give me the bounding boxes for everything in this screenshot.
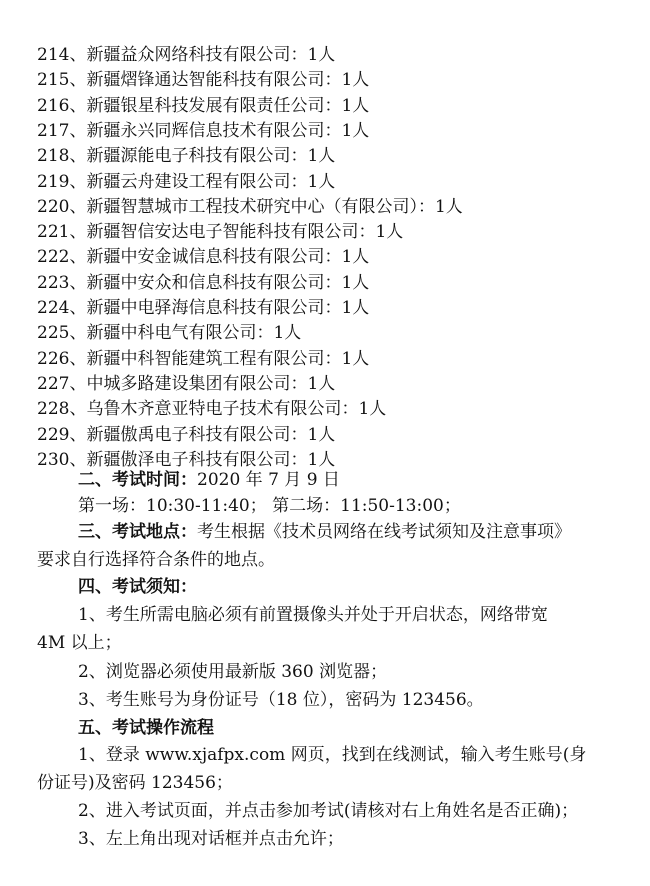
company-list-item: 223、新疆中安众和信息科技有限公司：1人	[37, 272, 370, 293]
exam-sessions: 第一场：10:30-11:40； 第二场：11:50-13:00；	[78, 496, 461, 516]
company-list-item: 224、新疆中电驿海信息科技有限公司：1人	[37, 298, 370, 318]
company-list-item: 228、乌鲁木齐意亚特电子技术有限公司：1人	[37, 399, 387, 420]
process-step-1: 1、登录 www.xjafpx.com 网页，找到在线测试，输入考生账号(身	[78, 745, 587, 765]
company-list-item: 215、新疆熠锋通达智能科技有限公司：1人	[37, 70, 370, 91]
exam-location-line2: 要求自行选择符合条件的地点。	[37, 550, 275, 570]
company-list-item: 229、新疆傲禹电子科技有限公司：1人	[37, 424, 336, 445]
process-step-2: 2、进入考试页面，并点击参加考试(请核对右上角姓名是否正确)；	[78, 801, 579, 821]
exam-process-heading: 五、考试操作流程	[78, 718, 214, 738]
process-step-3: 3、左上角出现对话框并点击允许；	[78, 829, 344, 849]
company-list-item: 227、中城多路建设集团有限公司：1人	[37, 373, 336, 394]
exam-time-heading	[78, 469, 340, 491]
company-list-item: 222、新疆中安金诚信息科技有限公司：1人	[37, 247, 370, 268]
company-list-item: 221、新疆智信安达电子智能科技有限公司：1人	[37, 222, 404, 243]
company-list-item: 218、新疆源能电子科技有限公司：1人	[37, 146, 336, 167]
exam-location-text: 考生根据《技术员网络在线考试须知及注意事项》	[197, 522, 571, 542]
exam-date: 2020 年 7 月 9 日	[197, 470, 340, 490]
exam-location-line1	[78, 521, 571, 543]
process-step-1-cont: 份证号)及密码 123456；	[37, 773, 233, 793]
company-list-item: 216、新疆银星科技发展有限责任公司：1人	[37, 95, 370, 116]
exam-location-heading: 三、考试地点：	[78, 522, 197, 542]
company-list-item: 217、新疆永兴同辉信息技术有限公司：1人	[37, 120, 370, 141]
company-list-item: 230、新疆傲泽电子科技有限公司：1人	[37, 449, 336, 470]
company-list-item: 219、新疆云舟建设工程有限公司：1人	[37, 171, 336, 192]
company-list-item: 214、新疆益众网络科技有限公司：1人	[37, 45, 336, 65]
company-list-item: 220、新疆智慧城市工程技术研究中心（有限公司）：1人	[37, 196, 463, 217]
exam-time-label: 二、考试时间：	[78, 470, 197, 490]
notice-item-1-cont: 4M 以上；	[37, 633, 122, 653]
company-list-item: 225、新疆中科电气有限公司：1人	[37, 323, 302, 344]
exam-notice-heading: 四、考试须知：	[78, 577, 197, 597]
notice-item-2: 2、浏览器必须使用最新版 360 浏览器；	[78, 662, 388, 682]
notice-item-1: 1、考生所需电脑必须有前置摄像头并处于开启状态，网络带宽	[78, 605, 548, 625]
company-list-item: 226、新疆中科智能建筑工程有限公司：1人	[37, 348, 370, 369]
notice-item-3: 3、考生账号为身份证号（18 位），密码为 123456。	[78, 690, 484, 710]
